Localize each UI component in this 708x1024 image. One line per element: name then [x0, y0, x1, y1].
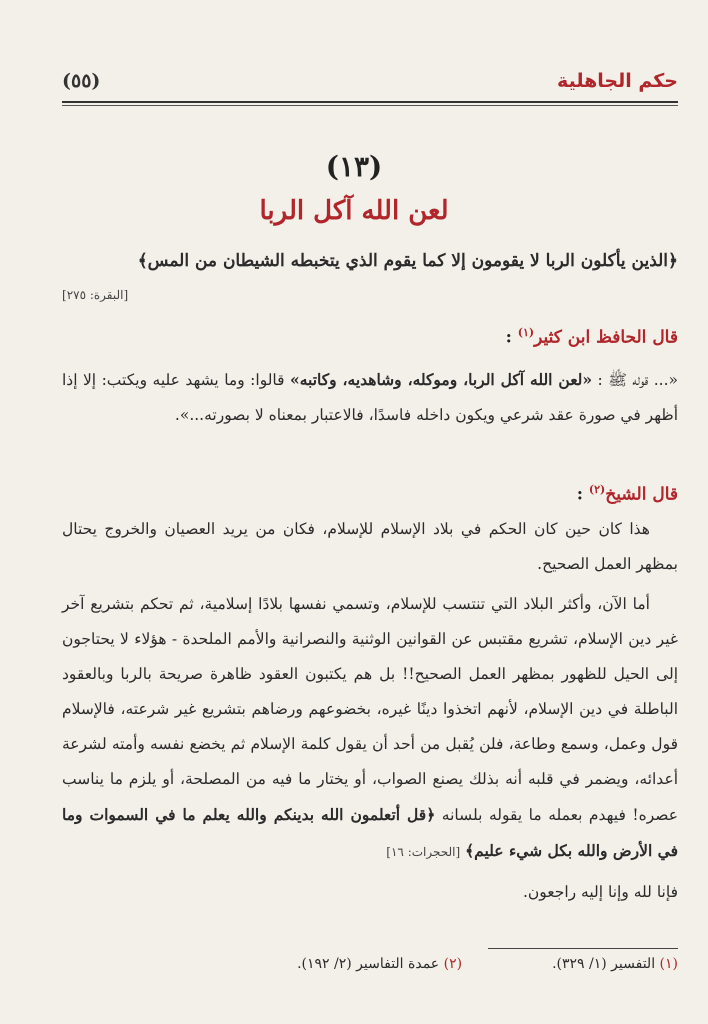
heading-text: قال الشيخ: [605, 484, 678, 505]
quote-end: قالوا: وما يشهد عليه ويكتب: إلا إذا أظهر في صورة عقد شرعي ويكون داخله فاسدًا، فالاعتبار بمعناه لا بصورته...».: [62, 371, 678, 424]
heading-colon: :: [505, 327, 512, 348]
paragraph-2: [62, 587, 678, 870]
page-number: (٥٥): [62, 70, 101, 92]
footnote-rule: [488, 948, 678, 949]
quote-start: «... قوله ﷺ :: [592, 371, 678, 389]
footnote-2: [297, 956, 462, 972]
paragraph-3: فإنا لله وإنا إليه راجعون.: [522, 883, 678, 901]
section-heading-sheikh: [577, 483, 678, 505]
paragraph-2-text: أما الآن، وأكثر البلاد التي تنتسب للإسلام، وتسمي نفسها بلادًا إسلامية، ثم تحكم بتشريع آخر غير دين الإسلام، تشريع مقتبس عن القوانين الوثنية والنصرانية والأمم الملحدة - هؤلاء لا يحتاجون إلى الحيل للظهور بمظهر العمل الصحيح!! بل هم يكتبون العقود ظاهرة صريحة بالربا وبالعقود الباطلة في دين الإسلام، لأنهم اتخذوا دينًا غيره، بخضوعهم ورضاهم بتشريع غير شرعته، فالإسلام قول وعمل، وسمع وطاعة، فلن يُقبل من أحد أن يقول كلمة الإسلام ثم يخضع نفسه وأمته لشرعة أعدائه، ويضمر في قلبه أنه بذلك يصنع الصواب، أو يختار ما فيه من المصلحة، أو يلزم ما يناسب عصره! فيهدم بعمله ما يقوله بلسانه: [62, 595, 678, 824]
quran-verse: ﴿الذين يأكلون الربا لا يقومون إلا كما يقوم الذي يتخبطه الشيطان من المس﴾: [137, 251, 678, 271]
footnote-1: [552, 956, 678, 972]
footnote-number: (١): [659, 956, 678, 972]
quran-reference: [الحجرات: ١٦]: [386, 845, 461, 859]
section-heading-ibn-kathir: [506, 326, 678, 348]
running-title: حكم الجاهلية: [557, 70, 678, 92]
ibn-kathir-quote: [62, 362, 678, 433]
quote-paragraph: [62, 362, 678, 433]
chapter-title: لعن الله آكل الربا: [259, 196, 449, 226]
footnote-mark: (٢): [588, 483, 606, 496]
page-header: [62, 64, 678, 98]
paragraph-1: هذا كان حين كان الحكم في بلاد الإسلام للإسلام، فكان من يريد العصيان والخروج يحتال بمظهر العمل الصحيح.: [62, 520, 678, 573]
quran-quote: ﴿قل أتعلمون الله بدينكم والله يعلم ما في السموات وما في الأرض والله بكل شيء عليم﴾: [62, 805, 678, 860]
hadith-text: «لعن الله آكل الربا، وموكله، وشاهديه، وكاتبه»: [290, 370, 593, 389]
header-rule: [62, 101, 678, 103]
footnote-text: عمدة التفاسير (٢/ ١٩٢).: [297, 956, 440, 972]
footnote-text: التفسير (١/ ٣٢٩).: [552, 956, 656, 972]
footnote-number: (٢): [443, 956, 463, 972]
header-rule-thin: [62, 105, 678, 106]
chapter-number: (١٣): [325, 150, 383, 183]
sheikh-commentary: [62, 512, 678, 910]
verse-reference: [البقرة: ٢٧٥]: [62, 288, 129, 302]
footnote-mark: (١): [517, 326, 535, 339]
heading-colon: :: [576, 484, 583, 505]
heading-text: قال الحافظ ابن كثير: [534, 327, 678, 348]
footnotes: [62, 956, 678, 972]
